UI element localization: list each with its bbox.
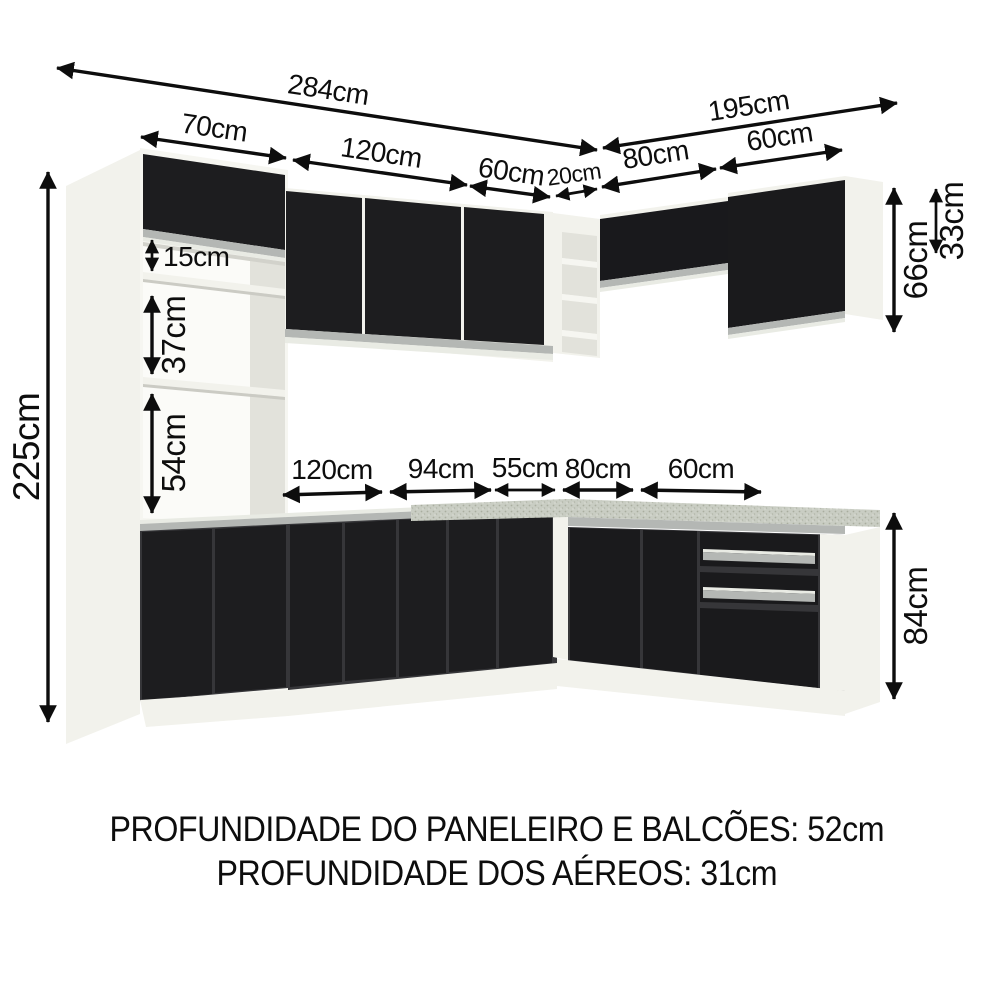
base-left-door-2: [345, 520, 396, 681]
aerial-right-side-panel: [845, 176, 883, 320]
corner-opening-3: [562, 300, 597, 334]
label-base-3: 80cm: [564, 453, 632, 484]
label-base-2: 94cm: [407, 453, 475, 484]
label-base-1: 120cm: [291, 454, 373, 485]
drawer-bottom-door: [700, 608, 818, 688]
pantry-base-door-2: [215, 525, 286, 693]
label-aerial-left-1: 120cm: [338, 131, 424, 174]
dim-arrow-60-base: [641, 490, 761, 492]
aerial-left-door-2: [365, 198, 461, 340]
base-right-door-2: [643, 530, 697, 674]
label-base-corner: 55cm: [491, 452, 559, 483]
aerial-left-door-3: [464, 207, 544, 345]
label-niche-bottom: 54cm: [155, 413, 192, 493]
label-wall-right-total: 195cm: [705, 84, 792, 128]
aerial-right-run: [600, 176, 883, 339]
corner-opening-2: [562, 264, 597, 298]
base-left-door-3: [399, 518, 446, 677]
label-pantry-width: 70cm: [179, 107, 250, 148]
dim-arrow-120-base: [283, 492, 382, 495]
dim-arrow-80-top: [602, 169, 716, 187]
label-aerial-height: 66cm: [897, 220, 934, 300]
label-niche-top: 15cm: [163, 241, 230, 272]
aerial-right-door: [728, 180, 845, 328]
base-left-door-1: [290, 523, 342, 687]
footer-depth-line-2: PROFUNDIDADE DOS AÉREOS: 31cm: [216, 854, 778, 894]
corner-opening-1: [562, 232, 597, 262]
footer-depth-line-1: PROFUNDIDADE DO PANELEIRO E BALCÕES: 52cm: [109, 810, 885, 850]
label-bridge-height: 33cm: [933, 181, 970, 261]
base-right-side-panel: [845, 527, 880, 714]
label-wall-left-total: 284cm: [285, 68, 372, 112]
pantry-base-door-1: [142, 529, 212, 700]
aerial-corner-shelf-unit: [553, 213, 600, 358]
base-left-door-4: [449, 516, 496, 672]
label-base-height: 84cm: [897, 566, 934, 646]
base-right-end-sliver: [820, 534, 845, 691]
aerial-left-door-1: [286, 191, 362, 334]
label-niche-mid: 37cm: [155, 295, 192, 375]
label-base-4: 60cm: [667, 453, 735, 484]
footer-text: [110, 810, 885, 894]
dim-arrow-60-top-right: [720, 150, 842, 168]
aerial-left-run: [285, 188, 553, 362]
base-corner-door: [499, 513, 552, 668]
base-corner-post: [553, 504, 568, 660]
pantry-side-panel: [66, 150, 140, 744]
base-right-door-1: [570, 528, 640, 668]
base-right-run: [557, 517, 880, 716]
base-left-run: [288, 501, 557, 716]
dim-arrow-20: [556, 189, 597, 196]
label-aerial-left-2: 60cm: [476, 151, 547, 192]
label-aerial-right-1: 80cm: [620, 134, 691, 175]
dim-arrow-94-base: [390, 490, 491, 492]
label-aerial-right-2: 60cm: [744, 116, 815, 158]
label-pantry-height: 225cm: [6, 392, 47, 502]
label-aerial-corner: 20cm: [545, 157, 603, 191]
